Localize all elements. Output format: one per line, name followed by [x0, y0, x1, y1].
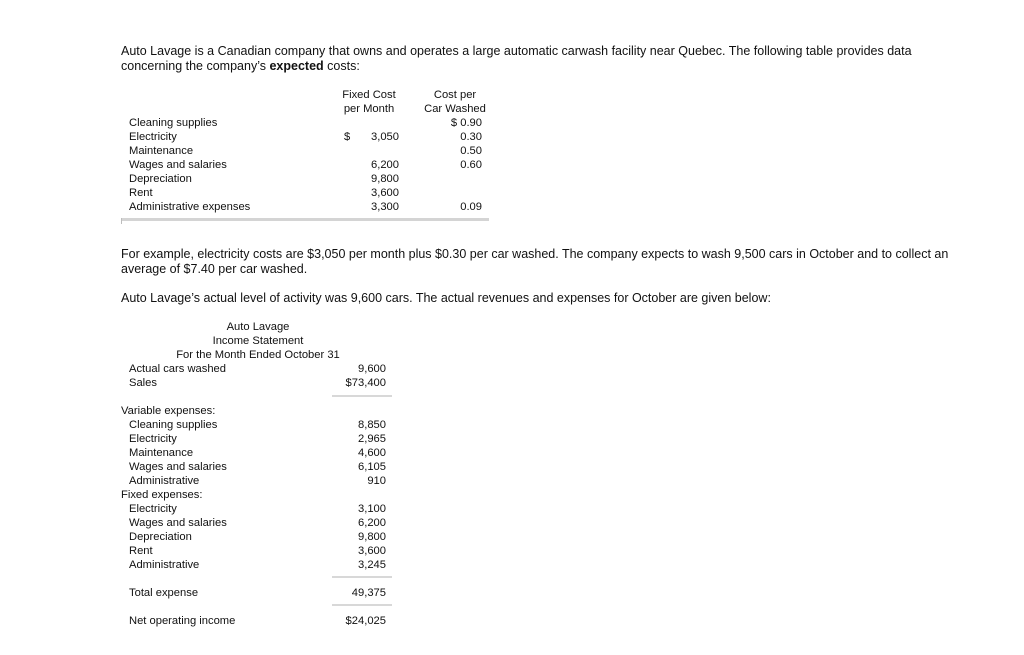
fixed-expense-value: 3,600 — [358, 545, 386, 557]
net-operating-income-value: $24,025 — [345, 615, 386, 627]
total-rule — [332, 604, 392, 606]
cost-row-variable: $ 0.90 — [450, 117, 482, 129]
fixed-cost-header-1: Fixed Cost — [342, 89, 396, 101]
intro-line-2-bold: expected — [269, 59, 324, 73]
sales-value: $73,400 — [345, 377, 386, 389]
variable-expense-label: Administrative — [129, 475, 200, 487]
sales-label: Sales — [129, 377, 157, 389]
variable-expense-label: Cleaning supplies — [129, 419, 218, 431]
sales-rule — [332, 395, 392, 397]
cost-row-label: Maintenance — [129, 145, 194, 157]
fixed-dollar-sign: $ — [344, 131, 351, 143]
cost-row-label: Depreciation — [129, 173, 192, 185]
fixed-cost-header-2: per Month — [343, 103, 395, 115]
fixed-expense-label: Electricity — [129, 503, 177, 515]
example-line-1: For example, electricity costs are $3,050 per month plus $0.30 per car washed. The company expects to wash 9,500 cars in October and to collect an — [121, 247, 949, 261]
net-operating-income-label: Net operating income — [129, 615, 236, 627]
cost-row-variable: 0.09 — [460, 201, 482, 213]
variable-expense-label: Electricity — [129, 433, 177, 445]
fixed-expense-label: Rent — [129, 545, 153, 557]
cost-row-variable: 0.50 — [460, 145, 482, 157]
variable-expense-label: Maintenance — [129, 447, 194, 459]
intro-line-2-after: costs: — [323, 59, 360, 73]
variable-cost-header-1: Cost per — [433, 89, 477, 101]
cost-row-label: Cleaning supplies — [129, 117, 218, 129]
variable-expense-label: Wages and salaries — [129, 461, 227, 473]
fixed-expense-value: 3,245 — [358, 559, 386, 571]
example-line-2: average of $7.40 per car washed. — [121, 262, 308, 276]
cars-washed-value: 9,600 — [358, 363, 386, 375]
fixed-expense-label: Depreciation — [129, 531, 192, 543]
variable-expense-value: 8,850 — [358, 419, 386, 431]
statement-title: Auto Lavage — [226, 321, 290, 333]
cost-row-fixed: 3,050 — [371, 131, 399, 143]
intro-line-2-before: concerning the company’s — [121, 59, 270, 73]
intro-line-1: Auto Lavage is a Canadian company that owns and operates a large automatic carwash facility near Quebec. The following table provides data — [121, 44, 912, 58]
total-expense-label: Total expense — [129, 587, 199, 599]
cost-row-label: Wages and salaries — [129, 159, 227, 171]
statement-subtitle: Income Statement — [212, 335, 304, 347]
cost-row-variable: 0.30 — [460, 131, 482, 143]
variable-expense-value: 910 — [367, 475, 386, 487]
fixed-expense-value: 3,100 — [358, 503, 386, 515]
fixed-expense-value: 9,800 — [358, 531, 386, 543]
cost-row-fixed: 3,600 — [371, 187, 399, 199]
expenses-rule — [332, 576, 392, 578]
table-bottom-rule — [121, 218, 489, 221]
variable-expense-value: 6,105 — [358, 461, 386, 473]
fixed-expenses-header: Fixed expenses: — [121, 489, 203, 501]
variable-expense-value: 2,965 — [358, 433, 386, 445]
cost-row-label: Administrative expenses — [129, 201, 251, 213]
cost-row-label: Electricity — [129, 131, 177, 143]
intro-line-2 — [121, 59, 360, 74]
cars-washed-label: Actual cars washed — [129, 363, 227, 375]
cost-row-fixed: 6,200 — [371, 159, 399, 171]
fixed-expense-value: 6,200 — [358, 517, 386, 529]
variable-expense-value: 4,600 — [358, 447, 386, 459]
fixed-expense-label: Administrative — [129, 559, 200, 571]
variable-expenses-header: Variable expenses: — [121, 405, 216, 417]
cost-row-fixed: 3,300 — [371, 201, 399, 213]
variable-cost-header-2: Car Washed — [424, 103, 486, 115]
table-bottom-rule-tick — [121, 218, 122, 224]
total-expense-value: 49,375 — [351, 587, 386, 599]
cost-row-fixed: 9,800 — [371, 173, 399, 185]
cost-row-variable: 0.60 — [460, 159, 482, 171]
statement-period: For the Month Ended October 31 — [176, 349, 340, 361]
fixed-expense-label: Wages and salaries — [129, 517, 227, 529]
cost-row-label: Rent — [129, 187, 153, 199]
actual-intro: Auto Lavage’s actual level of activity was 9,600 cars. The actual revenues and expenses for October are given below: — [121, 291, 771, 305]
